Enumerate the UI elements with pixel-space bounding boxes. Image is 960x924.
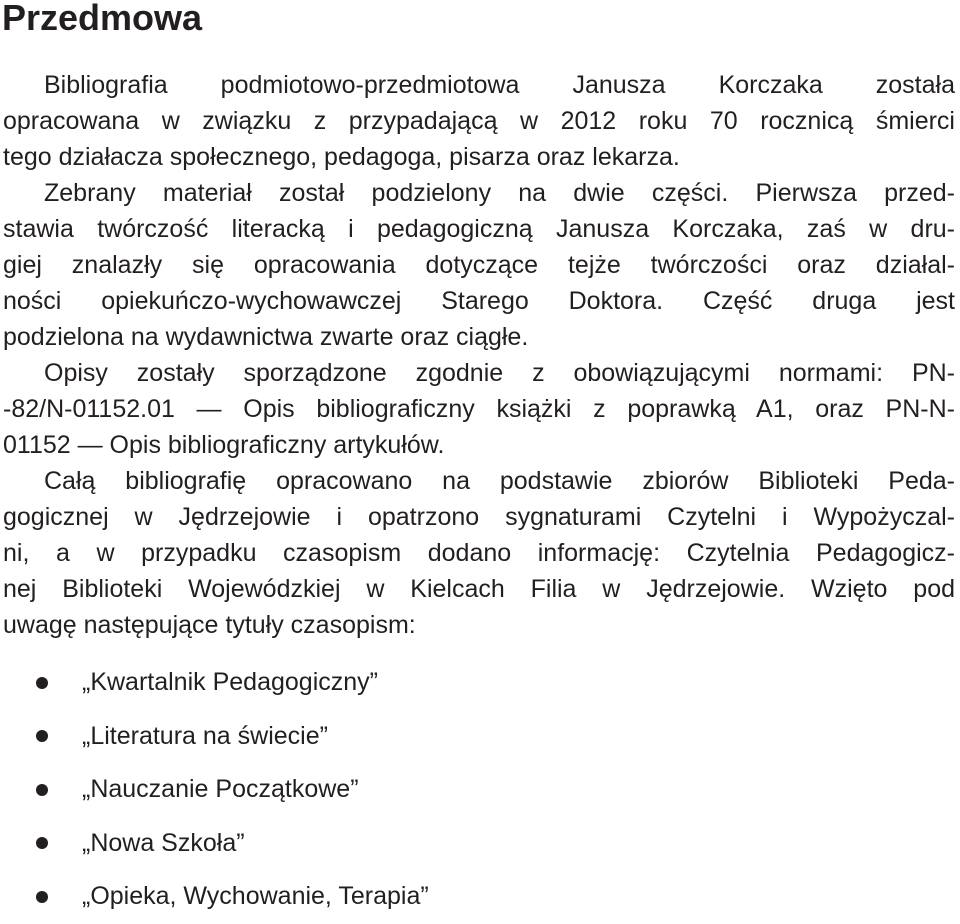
text-line: tego działacza społecznego, pedagoga, pisarza oraz lekarza. (3, 143, 680, 171)
text-line: uwagę następujące tytuły czasopism: (3, 611, 416, 639)
text-line: ni, a w przypadku czasopism dodano informację: Czytelnia Pedagogicz- (3, 539, 955, 567)
text-line: nej Biblioteki Wojewódzkiej w Kielcach Filia w Jędrzejowie. Wzięto pod (3, 575, 955, 603)
journal-title: „Nowa Szkoła” (82, 828, 245, 857)
text-line: ności opiekuńczo-wychowawczej Starego Doktora. Część druga jest (3, 287, 955, 315)
text-line: Całą bibliografię opracowano na podstawie zbiorów Biblioteki Peda- (44, 467, 955, 495)
journal-title: „Nauczanie Początkowe” (82, 775, 359, 804)
text-line: 01152 — Opis bibliograficzny artykułów. (3, 431, 445, 459)
paragraph-standards (3, 355, 955, 463)
bullet-icon (36, 677, 48, 689)
text-line: Zebrany materiał został podzielony na dwie części. Pierwsza przed- (44, 179, 955, 207)
paragraph-sources (3, 463, 955, 643)
text-line: -82/N-01152.01 — Opis bibliograficzny książki z poprawką A1, oraz PN-N- (3, 395, 955, 423)
text-line: Opisy zostały sporządzone zgodnie z obowiązującymi normami: PN- (44, 359, 955, 387)
list-item (0, 763, 429, 817)
page-title: Przedmowa (2, 0, 203, 38)
text-line: stawia twórczość literacką i pedagogiczną Janusza Korczaka, zaś w dru- (3, 215, 955, 243)
list-item (0, 817, 429, 871)
body-text (3, 67, 955, 643)
text-line: giej znalazły się opracowania dotyczące tejże twórczości oraz działal- (3, 251, 955, 279)
bullet-icon (36, 891, 48, 903)
list-item (0, 656, 429, 710)
list-item (0, 710, 429, 764)
journal-title: „Kwartalnik Pedagogiczny” (82, 668, 378, 697)
list-item (0, 870, 429, 924)
text-line: Bibliografia podmiotowo-przedmiotowa Janusza Korczaka została (44, 71, 955, 99)
bullet-icon (36, 784, 48, 796)
paragraph-structure (3, 175, 955, 355)
paragraph-intro (3, 67, 955, 175)
text-line: gogicznej w Jędrzejowie i opatrzono sygnaturami Czytelni i Wypożyczal- (3, 503, 955, 531)
bullet-icon (36, 837, 48, 849)
text-line: podzielona na wydawnictwa zwarte oraz ciągłe. (3, 323, 529, 351)
text-line: opracowana w związku z przypadającą w 2012 roku 70 rocznicą śmierci (3, 107, 955, 135)
journal-title: „Literatura na świecie” (82, 721, 328, 750)
bullet-icon (36, 730, 48, 742)
journal-title: „Opieka, Wychowanie, Terapia” (82, 882, 429, 911)
journal-list (0, 656, 429, 924)
